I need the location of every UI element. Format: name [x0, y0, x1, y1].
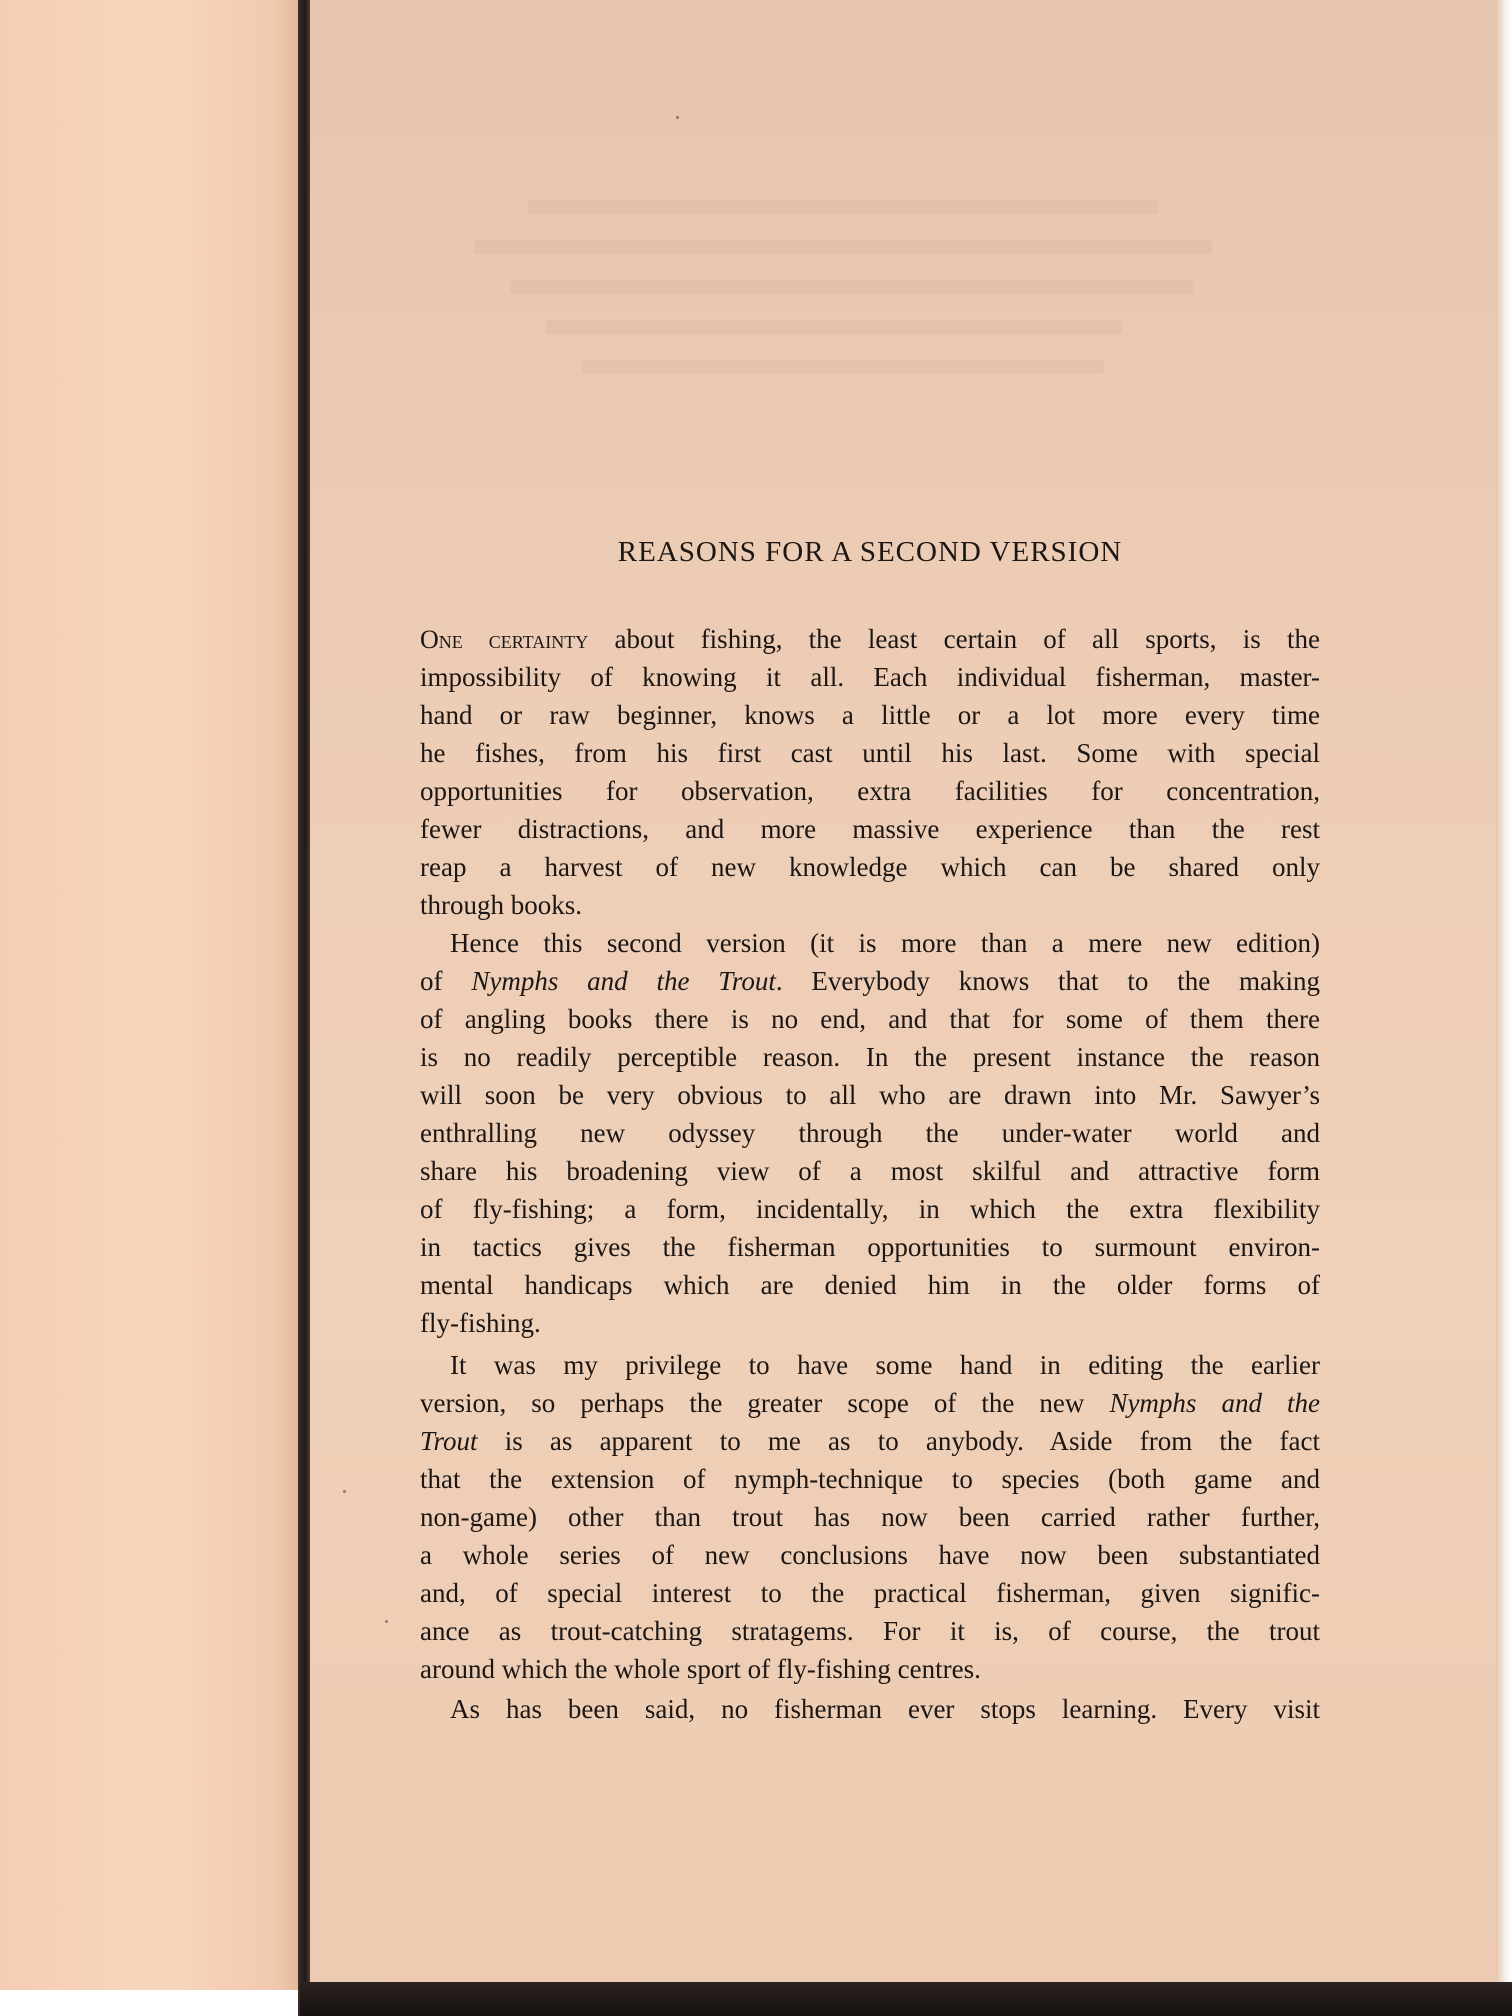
text-line: hand or raw beginner, knows a little or a lot more every time [420, 700, 1320, 730]
text-line: mental handicaps which are denied him in the older forms of [420, 1270, 1320, 1300]
text-line: through books. [420, 890, 582, 920]
text-line: of angling books there is no end, and that for some of them there [420, 1004, 1320, 1034]
text-line: non-game) other than trout has now been carried rather further, [420, 1502, 1320, 1532]
text-line: As has been said, no fisherman ever stops learning. Every visit [450, 1694, 1320, 1724]
text-line: Trout is as apparent to me as to anybody. Aside from the fact [420, 1426, 1320, 1456]
text-line: in tactics gives the fisherman opportunities to surmount environ- [420, 1232, 1320, 1262]
text-line: of fly-fishing; a form, incidentally, in which the extra flexibility [420, 1194, 1320, 1224]
text-line: fly-fishing. [420, 1308, 541, 1338]
text-line: Hence this second version (it is more than a mere new edition) [450, 928, 1320, 958]
text-line: is no readily perceptible reason. In the present instance the reason [420, 1042, 1320, 1072]
text-line: ance as trout-catching stratagems. For it is, of course, the trout [420, 1616, 1320, 1646]
text-line: around which the whole sport of fly-fishing centres. [420, 1654, 981, 1684]
text-line: version, so perhaps the greater scope of the new Nymphs and the [420, 1388, 1321, 1418]
text-line: share his broadening view of a most skilful and attractive form [420, 1156, 1320, 1186]
text-line: reap a harvest of new knowledge which can be shared only [420, 852, 1320, 882]
text-line: a whole series of new conclusions have now been substantiated [420, 1540, 1320, 1570]
text-line: will soon be very obvious to all who are drawn into Mr. Sawyer’s [420, 1080, 1320, 1110]
page-edge [1496, 0, 1512, 2016]
paper-speck [676, 116, 679, 119]
text-line: he fishes, from his first cast until his last. Some with special [420, 738, 1320, 768]
show-through-text [420, 200, 1320, 500]
text-line: of Nymphs and the Trout. Everybody knows that to the making [420, 966, 1320, 996]
book-gutter [298, 0, 310, 2016]
text-line: It was my privilege to have some hand in editing the earlier [450, 1350, 1320, 1380]
text-line: that the extension of nymph-technique to species (both game and [420, 1464, 1320, 1494]
book-bottom-edge [300, 1982, 1512, 2016]
text-line: opportunities for observation, extra facilities for concentration, [420, 776, 1320, 806]
paper-speck [343, 1490, 346, 1493]
text-line: and, of special interest to the practical fisherman, given signific- [420, 1578, 1320, 1608]
paper-speck [385, 1620, 388, 1623]
text-line: impossibility of knowing it all. Each individual fisherman, master- [420, 662, 1320, 692]
chapter-title: REASONS FOR A SECOND VERSION [617, 536, 1123, 568]
text-line: One certainty about fishing, the least certain of all sports, is the [420, 624, 1320, 654]
text-line: fewer distractions, and more massive experience than the rest [420, 814, 1320, 844]
left-page [0, 0, 300, 1990]
text-line: enthralling new odyssey through the under-water world and [420, 1118, 1320, 1148]
